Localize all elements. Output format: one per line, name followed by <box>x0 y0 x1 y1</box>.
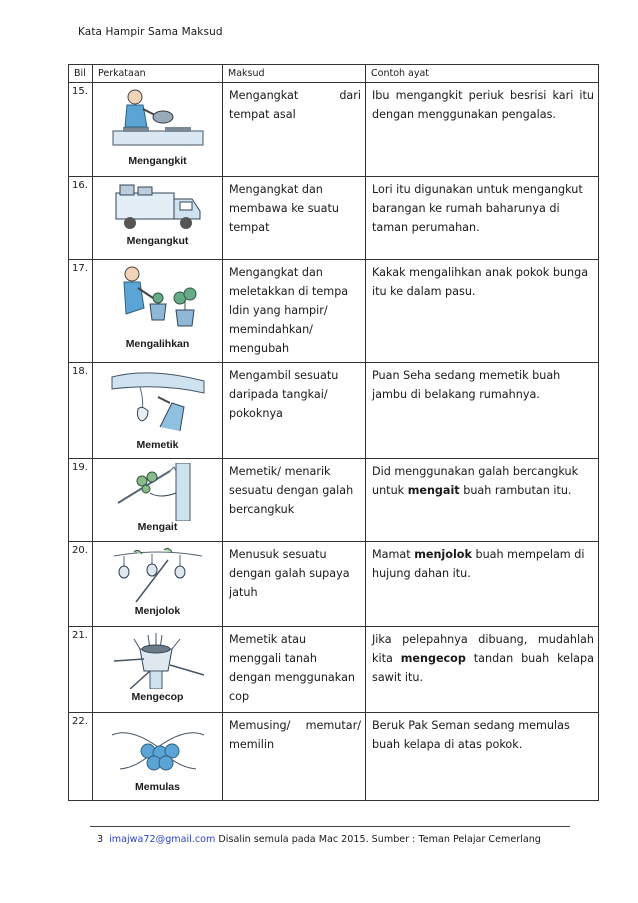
meaning-text: Memusing/ memutar/ memilin <box>223 713 366 801</box>
meaning-text: Mengangkat dari tempat asal <box>223 83 366 177</box>
memulas-illustration <box>110 717 206 777</box>
word-label: Mengecop <box>131 691 184 703</box>
page-header-title: Kata Hampir Sama Maksud <box>78 26 223 38</box>
memetik-illustration <box>110 367 206 431</box>
footer-source-text: Disalin semula pada Mac 2015. Sumber : Teman Pelajar Cemerlang <box>218 834 541 845</box>
mengecop-illustration <box>110 631 206 689</box>
table-row <box>69 83 599 177</box>
word-label: Mengalihkan <box>125 338 190 350</box>
footer-divider <box>90 826 570 827</box>
meaning-text: Memetik/ menarik sesuatu dengan galah bercangkuk <box>223 459 366 542</box>
row-number: 15. <box>69 83 93 177</box>
meaning-text: Mengangkat dan membawa ke suatu tempat <box>223 177 366 260</box>
example-sentence: Lori itu digunakan untuk mengangkut barangan ke rumah baharunya di taman perumahan. <box>366 177 599 260</box>
column-header-perkataan: Perkataan <box>93 65 223 83</box>
row-number: 20. <box>69 542 93 627</box>
row-number: 19. <box>69 459 93 542</box>
row-number: 21. <box>69 627 93 713</box>
meaning-text: Menusuk sesuatu dengan galah supaya jatuh <box>223 542 366 627</box>
table-header-row <box>69 65 599 83</box>
row-number: 17. <box>69 260 93 363</box>
row-number: 22. <box>69 713 93 801</box>
column-header-maksud: Maksud <box>223 65 366 83</box>
example-sentence: Beruk Pak Seman sedang memulas buah kelapa di atas pokok. <box>366 713 599 801</box>
example-sentence: Jika pelepahnya dibuang, mudahlah kita mengecop tandan buah kelapa sawit itu. <box>366 627 599 713</box>
table-row <box>69 459 599 542</box>
word-label: Mengangkit <box>128 155 187 167</box>
meaning-text: Mengangkat dan meletakkan di tempa ldin yang hampir/ memindahkan/ mengubah <box>223 260 366 363</box>
word-label: Mengangkut <box>126 235 189 247</box>
table-row <box>69 713 599 801</box>
example-sentence: Puan Seha sedang memetik buah jambu di belakang rumahnya. <box>366 363 599 459</box>
table-row <box>69 363 599 459</box>
meaning-text: Memetik atau menggali tanah dengan menggunakan cop <box>223 627 366 713</box>
meaning-text: Mengambil sesuatu daripada tangkai/ pokoknya <box>223 363 366 459</box>
mengangkit-illustration <box>103 87 213 153</box>
table-row <box>69 260 599 363</box>
row-number: 16. <box>69 177 93 260</box>
example-sentence: Did menggunakan galah bercangkuk untuk mengait buah rambutan itu. <box>366 459 599 542</box>
column-header-bil: Bil <box>69 65 93 83</box>
mengait-illustration <box>110 463 206 521</box>
word-label: Memetik <box>136 439 179 451</box>
row-number: 18. <box>69 363 93 459</box>
highlighted-word: mengecop <box>400 652 466 665</box>
example-sentence: Mamat menjolok buah mempelam di hujung dahan itu. <box>366 542 599 627</box>
footer-email: imajwa72@gmail.com <box>109 834 216 845</box>
word-label: Mengait <box>137 521 178 533</box>
table-row <box>69 177 599 260</box>
page-footer <box>97 834 541 845</box>
menjolok-illustration <box>110 546 206 604</box>
column-header-contoh-ayat: Contoh ayat <box>366 65 599 83</box>
highlighted-word: mengait <box>407 484 460 497</box>
table-row <box>69 627 599 713</box>
word-label: Menjolok <box>134 605 181 617</box>
example-sentence: Kakak mengalihkan anak pokok bunga itu ke dalam pasu. <box>366 260 599 363</box>
word-label: Memulas <box>135 781 180 793</box>
mengalihkan-illustration <box>110 264 206 332</box>
vocabulary-table <box>68 64 599 801</box>
page-number: 3 <box>97 834 104 845</box>
mengangkut-lorry-illustration <box>110 181 206 233</box>
highlighted-word: menjolok <box>414 548 472 561</box>
example-sentence: Ibu mengangkit periuk besrisi kari itu dengan menggunakan pengalas. <box>366 83 599 177</box>
table-row <box>69 542 599 627</box>
